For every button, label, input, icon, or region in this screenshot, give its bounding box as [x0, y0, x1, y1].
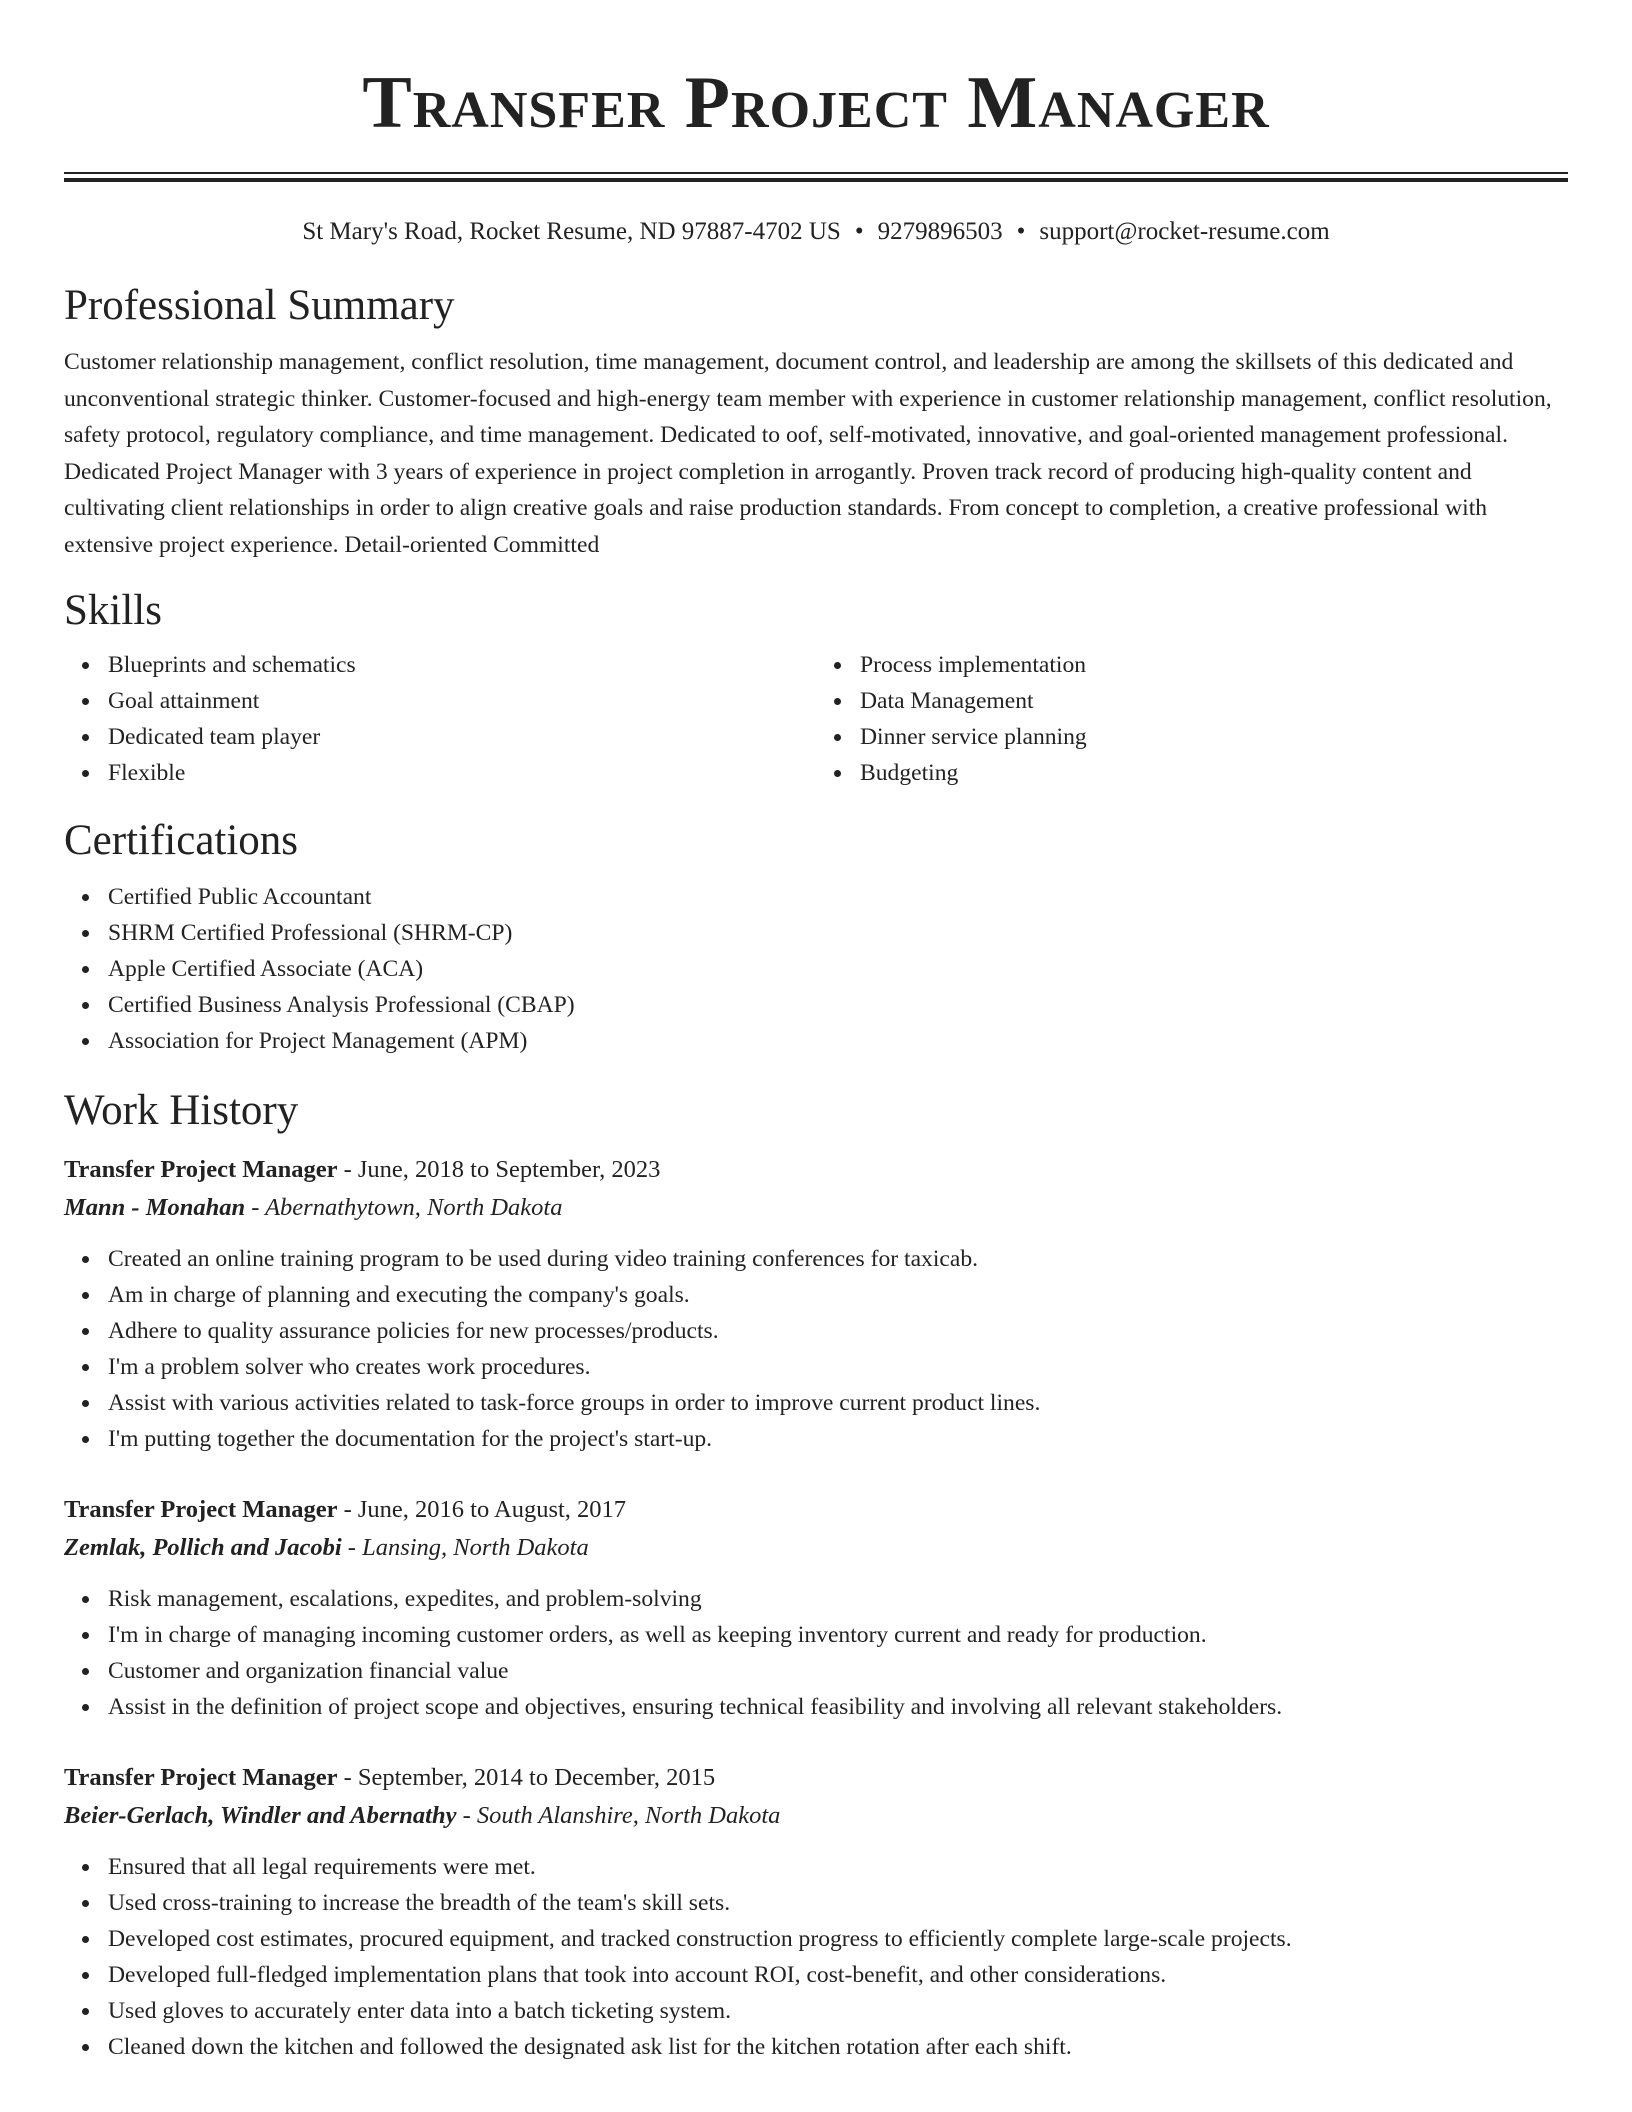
- resume-name: Transfer Project Manager: [362, 62, 1270, 144]
- job-title-line: [64, 1151, 1568, 1189]
- job-duty: Used gloves to accurately enter data into a batch ticketing system.: [108, 1993, 1568, 2029]
- job-company: Beier-Gerlach, Windler and Abernathy: [64, 1802, 457, 1829]
- job-duty: Risk management, escalations, expedites, and problem-solving: [108, 1581, 1568, 1617]
- job-duty: Ensured that all legal requirements were met.: [108, 1849, 1568, 1885]
- certification-item: Apple Certified Associate (ACA): [108, 951, 1568, 987]
- job-duty: Assist with various activities related to task-force groups in order to improve current product lines.: [108, 1385, 1568, 1421]
- contact-email: support@rocket-resume.com: [1039, 218, 1330, 245]
- job-company-line: [64, 1797, 1568, 1835]
- skills-column-left: [64, 647, 816, 791]
- job-duty: Developed full-fledged implementation plans that took into account ROI, cost-benefit, and other considerations.: [108, 1957, 1568, 1993]
- skill-item: Budgeting: [860, 755, 1568, 791]
- job-duty: I'm in charge of managing incoming customer orders, as well as keeping inventory current and ready for production.: [108, 1617, 1568, 1653]
- job-duty: I'm a problem solver who creates work procedures.: [108, 1349, 1568, 1385]
- skills-column-right: [816, 647, 1568, 791]
- contact-phone: 9279896503: [877, 218, 1003, 245]
- job-company-line: [64, 1529, 1568, 1567]
- job-location: - Lansing, North Dakota: [341, 1534, 589, 1561]
- job-company-line: [64, 1189, 1568, 1227]
- job-duty: Customer and organization financial value: [108, 1653, 1568, 1689]
- job-dates: - September, 2014 to December, 2015: [337, 1764, 716, 1791]
- skill-item: Dedicated team player: [108, 719, 816, 755]
- work-history-heading: Work History: [64, 1087, 299, 1134]
- certifications-heading: Certifications: [64, 817, 299, 864]
- summary-text: Customer relationship management, conflict resolution, time management, document control, and leadership are among the skillsets of this dedicated and unconventional strategic thinker. Customer-focused and high-energy team member with experience in customer relationship management, conflict resolution, safety protocol, regulatory compliance, and time management. Dedicated to oof, self-motivated, innovative, and goal-oriented management professional. Dedicated Project Manager with 3 years of experience in project completion in arrogantly. Proven track record of producing high-quality content and cultivating client relationships in order to align creative goals and raise production standards. From concept to completion, a creative professional with extensive project experience. Detail-oriented Committed: [64, 349, 1552, 558]
- job-dates: - June, 2018 to September, 2023: [337, 1156, 661, 1183]
- skill-item: Flexible: [108, 755, 816, 791]
- job-role: Transfer Project Manager: [64, 1156, 338, 1183]
- job-location: - South Alanshire, North Dakota: [456, 1802, 781, 1829]
- job-title-line: [64, 1491, 1568, 1529]
- contact-address: St Mary's Road, Rocket Resume, ND 97887-4702 US: [302, 218, 841, 245]
- job-duty: Assist in the definition of project scope and objectives, ensuring technical feasibility and involving all relevant stakeholders.: [108, 1689, 1568, 1725]
- skills-heading: Skills: [64, 587, 162, 634]
- contact-separator: •: [1016, 218, 1026, 245]
- job-duties-list: [64, 1581, 1568, 1725]
- job-location: - Abernathytown, North Dakota: [245, 1194, 563, 1221]
- skill-item: Goal attainment: [108, 683, 816, 719]
- certification-item: Certified Public Accountant: [108, 879, 1568, 915]
- job-duty: Created an online training program to be used during video training conferences for taxicab.: [108, 1241, 1568, 1277]
- job-duty: Am in charge of planning and executing the company's goals.: [108, 1277, 1568, 1313]
- job-company: Zemlak, Pollich and Jacobi: [64, 1534, 342, 1561]
- job-title-line: [64, 1759, 1568, 1797]
- skill-item: Dinner service planning: [860, 719, 1568, 755]
- job-entry: [64, 1151, 1568, 1457]
- job-duty: Adhere to quality assurance policies for new processes/products.: [108, 1313, 1568, 1349]
- certification-item: Association for Project Management (APM): [108, 1023, 1568, 1059]
- skill-item: Process implementation: [860, 647, 1568, 683]
- skill-item: Blueprints and schematics: [108, 647, 816, 683]
- skill-item: Data Management: [860, 683, 1568, 719]
- certification-item: Certified Business Analysis Professional (CBAP): [108, 987, 1568, 1023]
- contact-line: [64, 216, 1568, 248]
- header-divider: [64, 172, 1568, 182]
- job-dates: - June, 2016 to August, 2017: [337, 1496, 627, 1523]
- job-duty: Developed cost estimates, procured equipment, and tracked construction progress to efficiently complete large-scale projects.: [108, 1921, 1568, 1957]
- job-duty: Used cross-training to increase the breadth of the team's skill sets.: [108, 1885, 1568, 1921]
- resume-page: [64, 0, 1568, 2065]
- certification-item: SHRM Certified Professional (SHRM-CP): [108, 915, 1568, 951]
- summary-heading: Professional Summary: [64, 282, 455, 329]
- certifications-list: [64, 879, 1568, 1059]
- job-duty: Cleaned down the kitchen and followed the designated ask list for the kitchen rotation after each shift.: [108, 2029, 1568, 2065]
- job-duty: I'm putting together the documentation for the project's start-up.: [108, 1421, 1568, 1457]
- job-duties-list: [64, 1849, 1568, 2065]
- job-role: Transfer Project Manager: [64, 1764, 338, 1791]
- job-company: Mann - Monahan: [64, 1194, 246, 1221]
- contact-separator: •: [854, 218, 864, 245]
- job-entry: [64, 1759, 1568, 2065]
- job-duties-list: [64, 1241, 1568, 1457]
- job-entry: [64, 1491, 1568, 1725]
- job-role: Transfer Project Manager: [64, 1496, 338, 1523]
- skills-list: [64, 647, 1568, 791]
